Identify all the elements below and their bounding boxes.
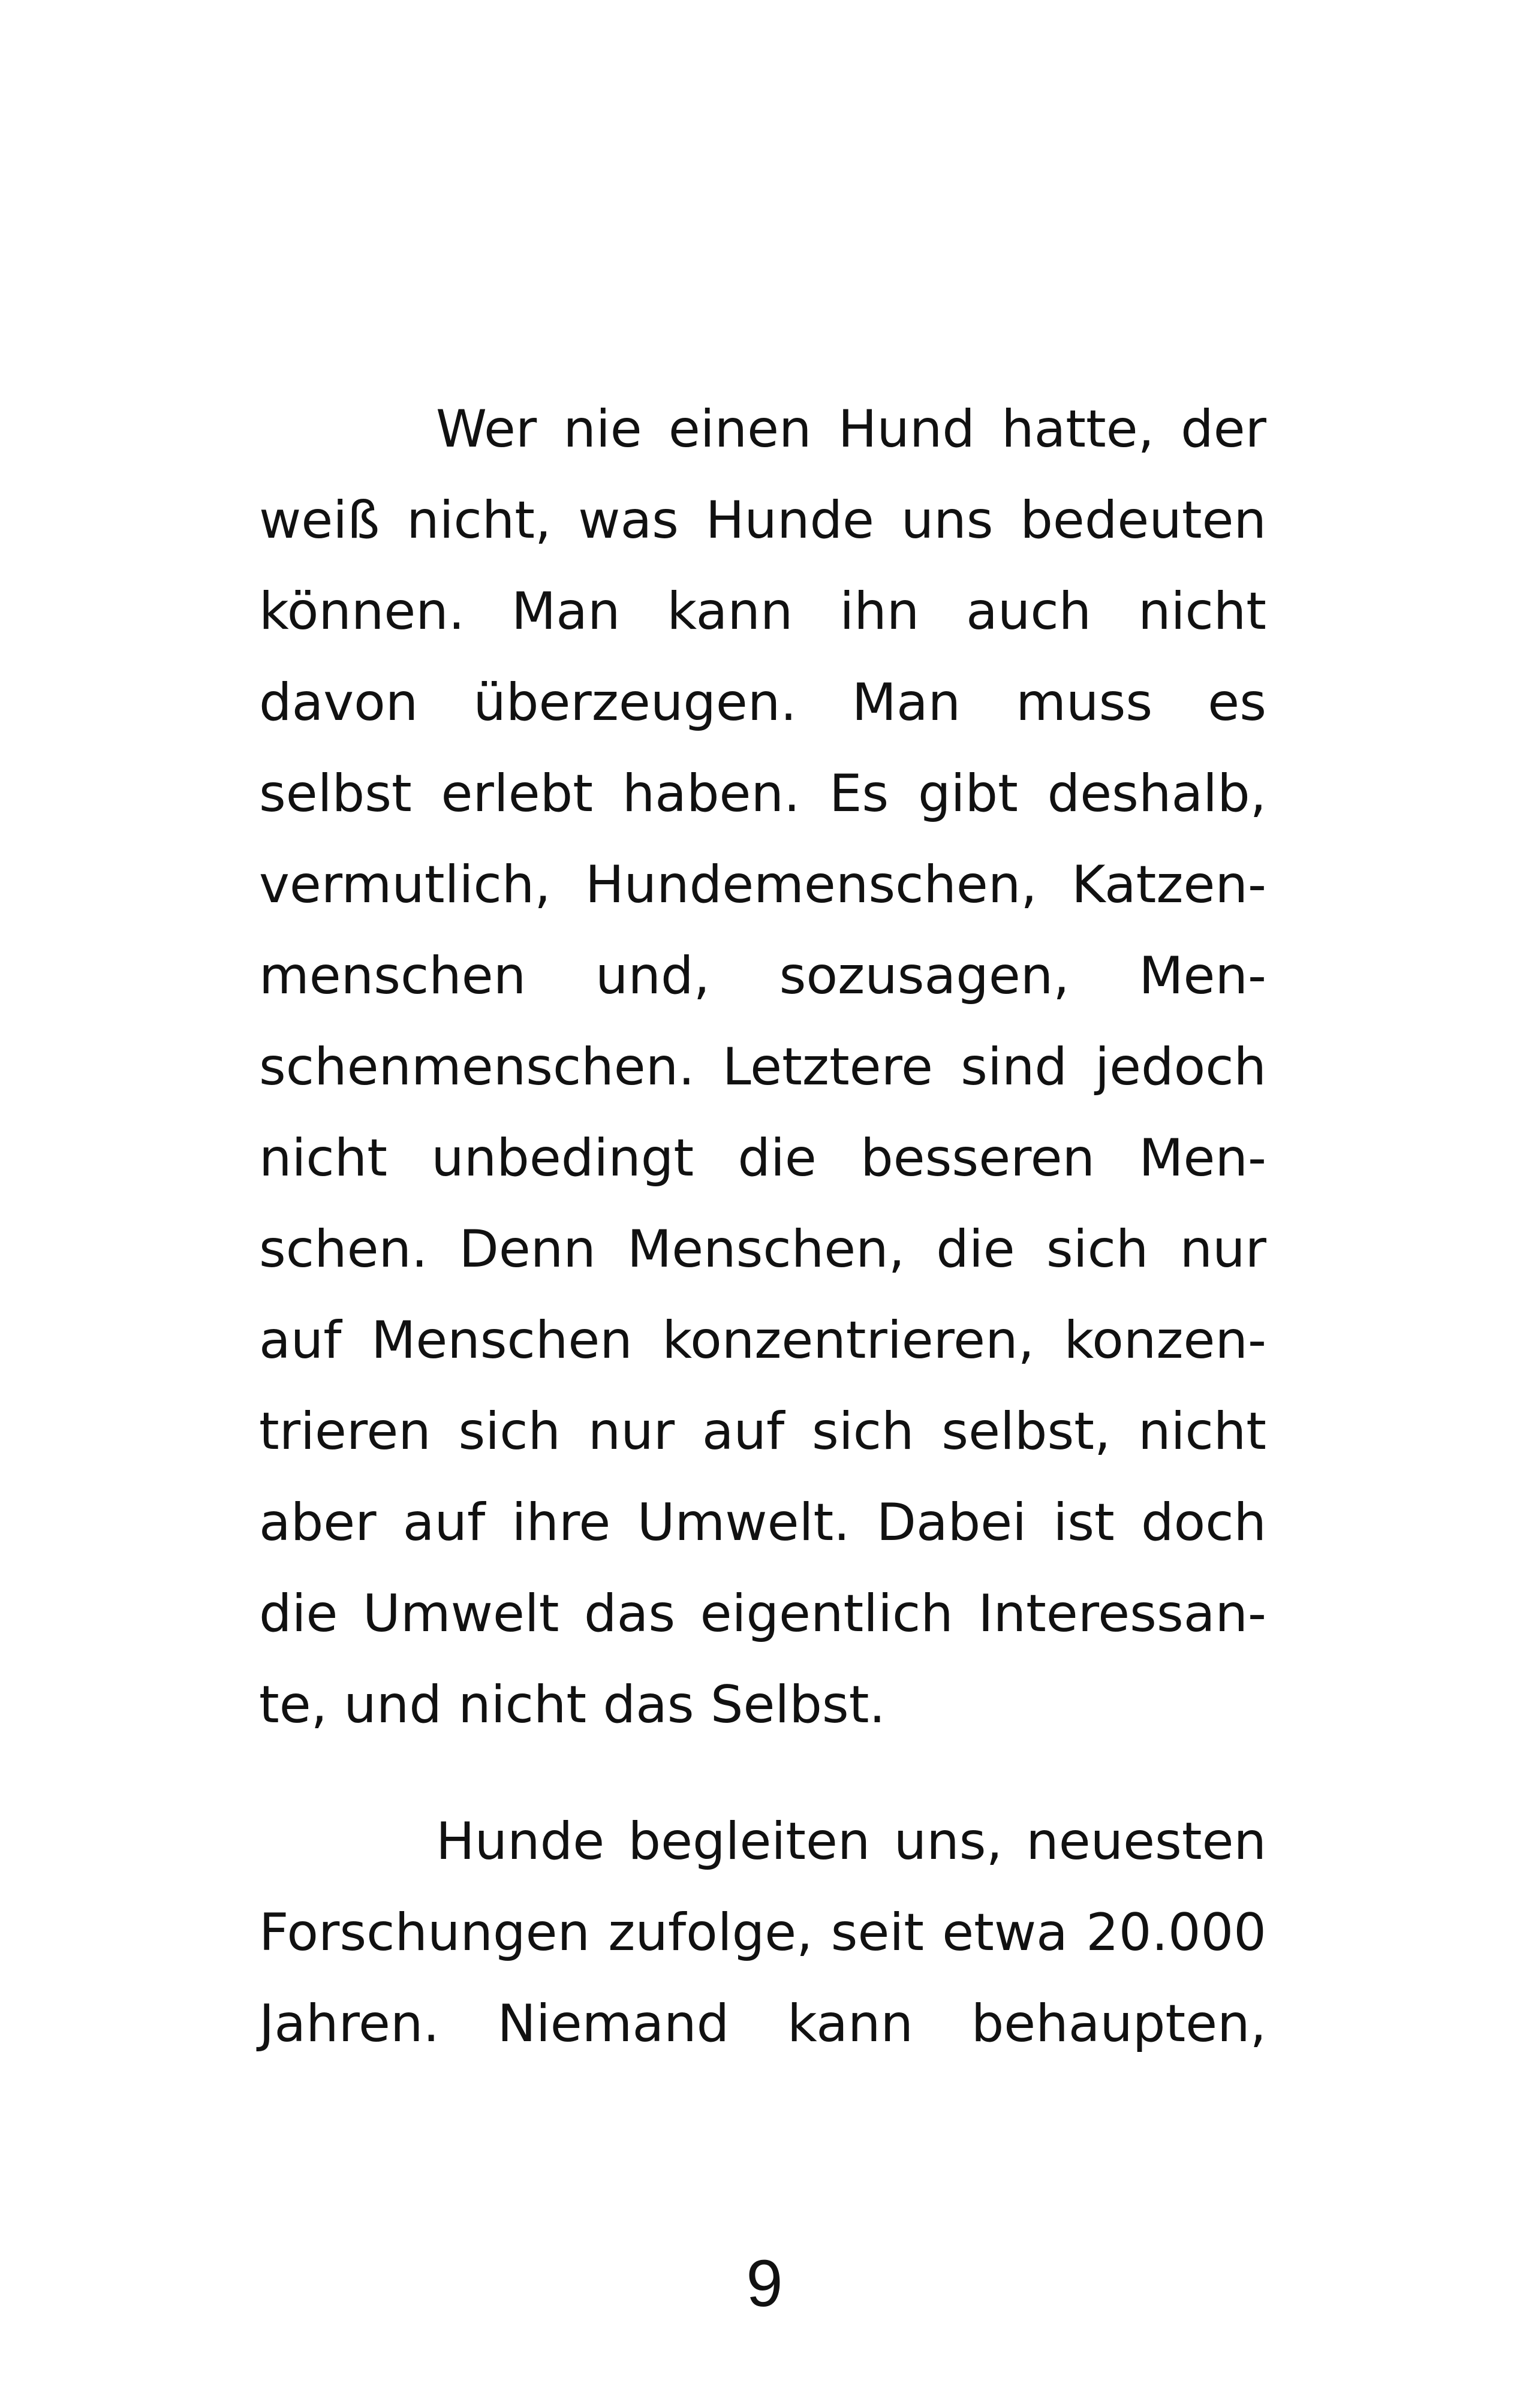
paragraph-spacer bbox=[259, 1750, 1266, 1796]
page-number: 9 bbox=[746, 2247, 783, 2320]
text-line: davon überzeugen. Man muss es bbox=[259, 673, 1266, 733]
text-line: vermutlich, Hundemenschen, Katzen- bbox=[259, 855, 1266, 915]
text-line: selbst erlebt haben. Es gibt deshalb, bbox=[259, 764, 1266, 824]
paragraph-2 bbox=[259, 1796, 1266, 2069]
text-line: die Umwelt das eigentlich Interessan- bbox=[259, 1584, 1266, 1644]
text-line: Wer nie einen Hund hatte, der bbox=[436, 399, 1266, 459]
text-line: schen. Denn Menschen, die sich nur bbox=[259, 1219, 1266, 1279]
text-line: schenmenschen. Letztere sind jedoch bbox=[259, 1037, 1266, 1097]
text-line: weiß nicht, was Hunde uns bedeuten bbox=[259, 490, 1266, 550]
body-text bbox=[259, 384, 1266, 2069]
paragraph-1 bbox=[259, 384, 1266, 1750]
text-line: nicht unbedingt die besseren Men- bbox=[259, 1128, 1266, 1188]
text-line: Forschungen zufolge, seit etwa 20.000 bbox=[259, 1903, 1266, 1963]
text-line: Jahren. Niemand kann behaupten, bbox=[259, 1994, 1266, 2054]
text-line: menschen und, sozusagen, Men- bbox=[259, 946, 1266, 1006]
text-line: trieren sich nur auf sich selbst, nicht bbox=[259, 1402, 1266, 1461]
text-line: können. Man kann ihn auch nicht bbox=[259, 581, 1266, 641]
text-line: aber auf ihre Umwelt. Dabei ist doch bbox=[259, 1493, 1266, 1553]
text-line: te, und nicht das Selbst. bbox=[259, 1675, 886, 1735]
text-line: Hunde begleiten uns, neuesten bbox=[436, 1812, 1266, 1871]
text-line: auf Menschen konzentrieren, konzen- bbox=[259, 1310, 1266, 1370]
